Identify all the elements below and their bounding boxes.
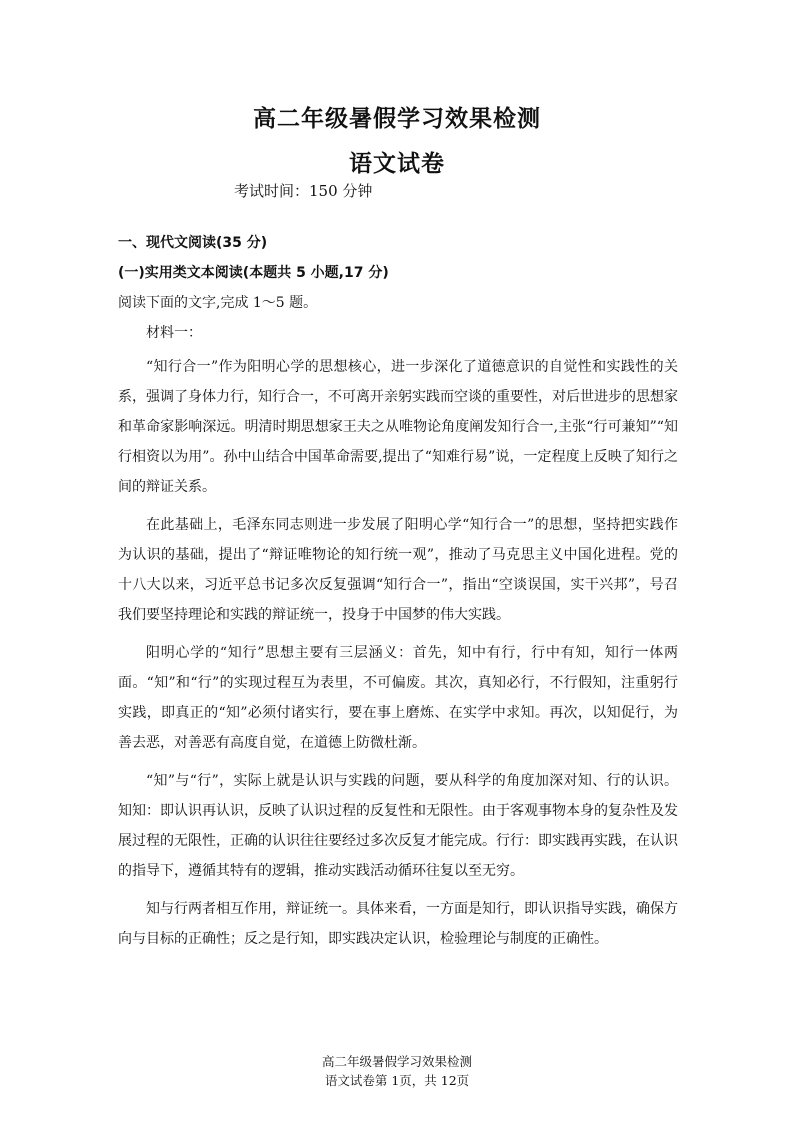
footer-exam-name: 高二年级暑假学习效果检测 bbox=[321, 1054, 472, 1069]
exam-time: 考试时间：150 分钟 bbox=[234, 182, 373, 200]
reading-instruction: 阅读下面的文字,完成 1～5 题。 bbox=[118, 295, 318, 311]
exam-content bbox=[118, 228, 678, 954]
paragraph: “知”与“行”，实际上就是认识与实践的问题，要从科学的角度加深对知、行的认识。知知：即认识再认识，反映了认识过程的反复性和无限性。由于客观事物本身的复杂性及发展过程的无限性，正确的认识往往要经过多次反复才能完成。行行：即实践再实践，在认识的指导下，遵循其特有的逻辑，推动实践活动循环往复以至无穷。 bbox=[118, 773, 678, 879]
paragraph: “知行合一”作为阳明心学的思想核心，进一步深化了道德意识的自觉性和实践性的关系，强调了身体力行，知行合一，不可离开亲躬实践而空谈的重要性，对后世进步的思想家和革命家影响深远。明清时期思想家王夫之从唯物论角度阐发知行合一,主张“行可兼知”“知行相资以为用”。孙中山结合中国革命需要,提出了“知难行易”说，一定程度上反映了知行之间的辩证关系。 bbox=[118, 359, 678, 495]
paragraph: 知与行两者相互作用，辩证统一。具体来看，一方面是知行，即认识指导实践，确保方向与目标的正确性；反之是行知，即实践决定认识，检验理论与制度的正确性。 bbox=[118, 901, 678, 947]
paragraph: 在此基础上，毛泽东同志则进一步发展了阳明心学“知行合一”的思想，坚持把实践作为认识的基础，提出了“辩证唯物论的知行统一观”，推动了马克思主义中国化进程。党的十八大以来，习近平总书记多次反复强调“知行合一”，指出“空谈误国，实干兴邦”，号召我们要坚持理论和实践的辩证统一，投身于中国梦的伟大实践。 bbox=[118, 517, 678, 623]
footer-page-number: 语文试卷第 1页，共 12页 bbox=[324, 1073, 470, 1088]
section-heading-reading: 一、现代文阅读(35 分) bbox=[118, 235, 268, 251]
page-footer bbox=[0, 1052, 794, 1090]
subsection-heading-practical-text: (一)实用类文本阅读(本题共 5 小题,17 分) bbox=[118, 265, 389, 281]
exam-title: 高二年级暑假学习效果检测 bbox=[253, 106, 541, 132]
material-label: 材料一： bbox=[146, 325, 202, 341]
exam-subtitle: 语文试卷 bbox=[349, 151, 445, 177]
paragraph: 阳明心学的“知行”思想主要有三层涵义：首先，知中有行，行中有知，知行一体两面。“知”和“行”的实现过程互为表里，不可偏废。其次，真知必行，不行假知，注重躬行实践，即真正的“知”必须付诸实行，要在事上磨炼、在实学中求知。再次，以知促行，为善去恶，对善恶有高度自觉，在道德上防微杜渐。 bbox=[118, 645, 678, 751]
